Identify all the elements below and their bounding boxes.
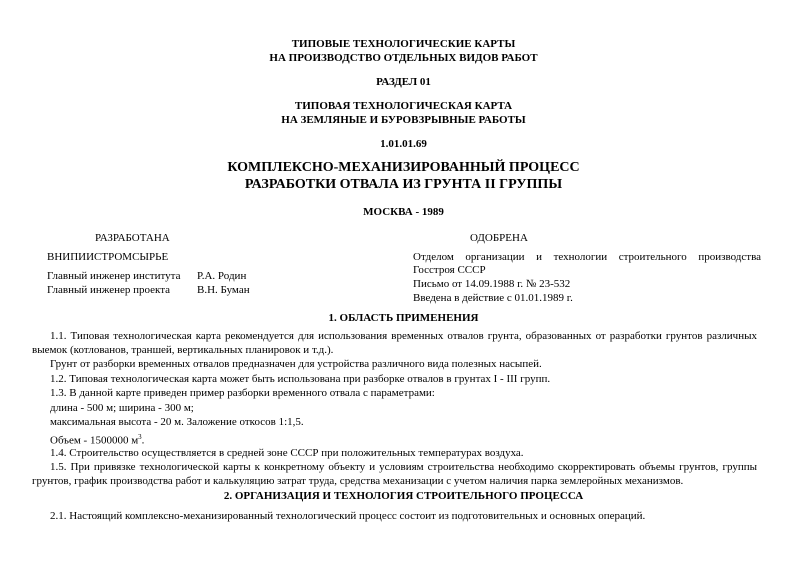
title-line-2: РАЗРАБОТКИ ОТВАЛА ИЗ ГРУНТА II ГРУППЫ <box>244 177 563 192</box>
chief-engineer-institute-name: Р.А. Родин <box>197 270 247 282</box>
developed-heading: РАЗРАБОТАНА <box>95 232 170 244</box>
volume-period: . <box>141 434 145 447</box>
section-1-heading: 1. ОБЛАСТЬ ПРИМЕНЕНИЯ <box>328 312 479 324</box>
paragraph-volume <box>32 430 757 448</box>
volume-text: Объем - 1500000 м <box>50 434 139 447</box>
chief-engineer-institute-role: Главный инженер института <box>47 270 181 282</box>
subtitle-line-1: ТИПОВАЯ ТЕХНОЛОГИЧЕСКАЯ КАРТА <box>294 100 513 112</box>
chief-engineer-project-name: В.Н. Буман <box>197 284 250 296</box>
approved-heading: ОДОБРЕНА <box>470 232 528 244</box>
paragraph-soil-use: Грунт от разборки временных отвалов предназначен для устройства различного вида полезных насыпей. <box>50 358 542 370</box>
developer-org: ВНИПИИСТРОМСЫРЬЕ <box>47 251 169 263</box>
paragraph-height-slope: максимальная высота - 20 м. Заложение откосов 1:1,5. <box>50 416 304 428</box>
title-line-1: КОМПЛЕКСНО-МЕХАНИЗИРОВАННЫЙ ПРОЦЕСС <box>227 160 580 175</box>
approved-line-2: Госстроя СССР <box>413 264 486 276</box>
section-2-heading: 2. ОРГАНИЗАЦИЯ И ТЕХНОЛОГИЯ СТРОИТЕЛЬНОГО ПРОЦЕССА <box>223 490 584 502</box>
city-year: МОСКВА - 1989 <box>363 206 444 218</box>
paragraph-1-3: 1.3. В данной карте приведен пример разборки временного отвала с параметрами: <box>50 387 435 399</box>
approved-line-3: Письмо от 14.09.1988 г. № 23-532 <box>413 278 571 290</box>
document-code: 1.01.01.69 <box>380 138 427 150</box>
paragraph-1-1: 1.1. Типовая технологическая карта рекомендуется для использования временных отвалов грунта, образованных от разработки грунтов различных выемок (котлованов, траншей, вертикальных планировок и т.д.). <box>32 330 757 356</box>
volume-exponent: 3 <box>138 433 142 441</box>
paragraph-1-4: 1.4. Строительство осуществляется в средней зоне СССР при положительных температурах воздуха. <box>50 447 524 459</box>
paragraph-1-5: 1.5. При привязке технологической карты к конкретному объекту и условиям строительства необходимо скорректировать объемы грунтов, группы грунтов, график производства работ и калькуляцию затрат труда, средства механизации с учетом наличия парка землеройных механизмов. <box>32 461 757 487</box>
section-label: РАЗДЕЛ 01 <box>376 76 431 88</box>
approved-line-1: Отделом организации и технологии строительного производства <box>413 251 761 263</box>
paragraph-2-1: 2.1. Настоящий комплексно-механизированный технологический процесс состоит из подготовительных и основных операций. <box>50 510 646 522</box>
approved-line-4: Введена в действие с 01.01.1989 г. <box>413 292 573 304</box>
header-line-2: НА ПРОИЗВОДСТВО ОТДЕЛЬНЫХ ВИДОВ РАБОТ <box>269 52 538 64</box>
subtitle-line-2: НА ЗЕМЛЯНЫЕ И БУРОВЗРЫВНЫЕ РАБОТЫ <box>281 114 526 126</box>
paragraph-dimensions: длина - 500 м; ширина - 300 м; <box>50 402 194 414</box>
paragraph-1-2: 1.2. Типовая технологическая карта может быть использована при разборке отвалов в грунтах I - III групп. <box>50 373 551 385</box>
chief-engineer-project-role: Главный инженер проекта <box>47 284 171 296</box>
header-line-1: ТИПОВЫЕ ТЕХНОЛОГИЧЕСКИЕ КАРТЫ <box>291 38 516 50</box>
